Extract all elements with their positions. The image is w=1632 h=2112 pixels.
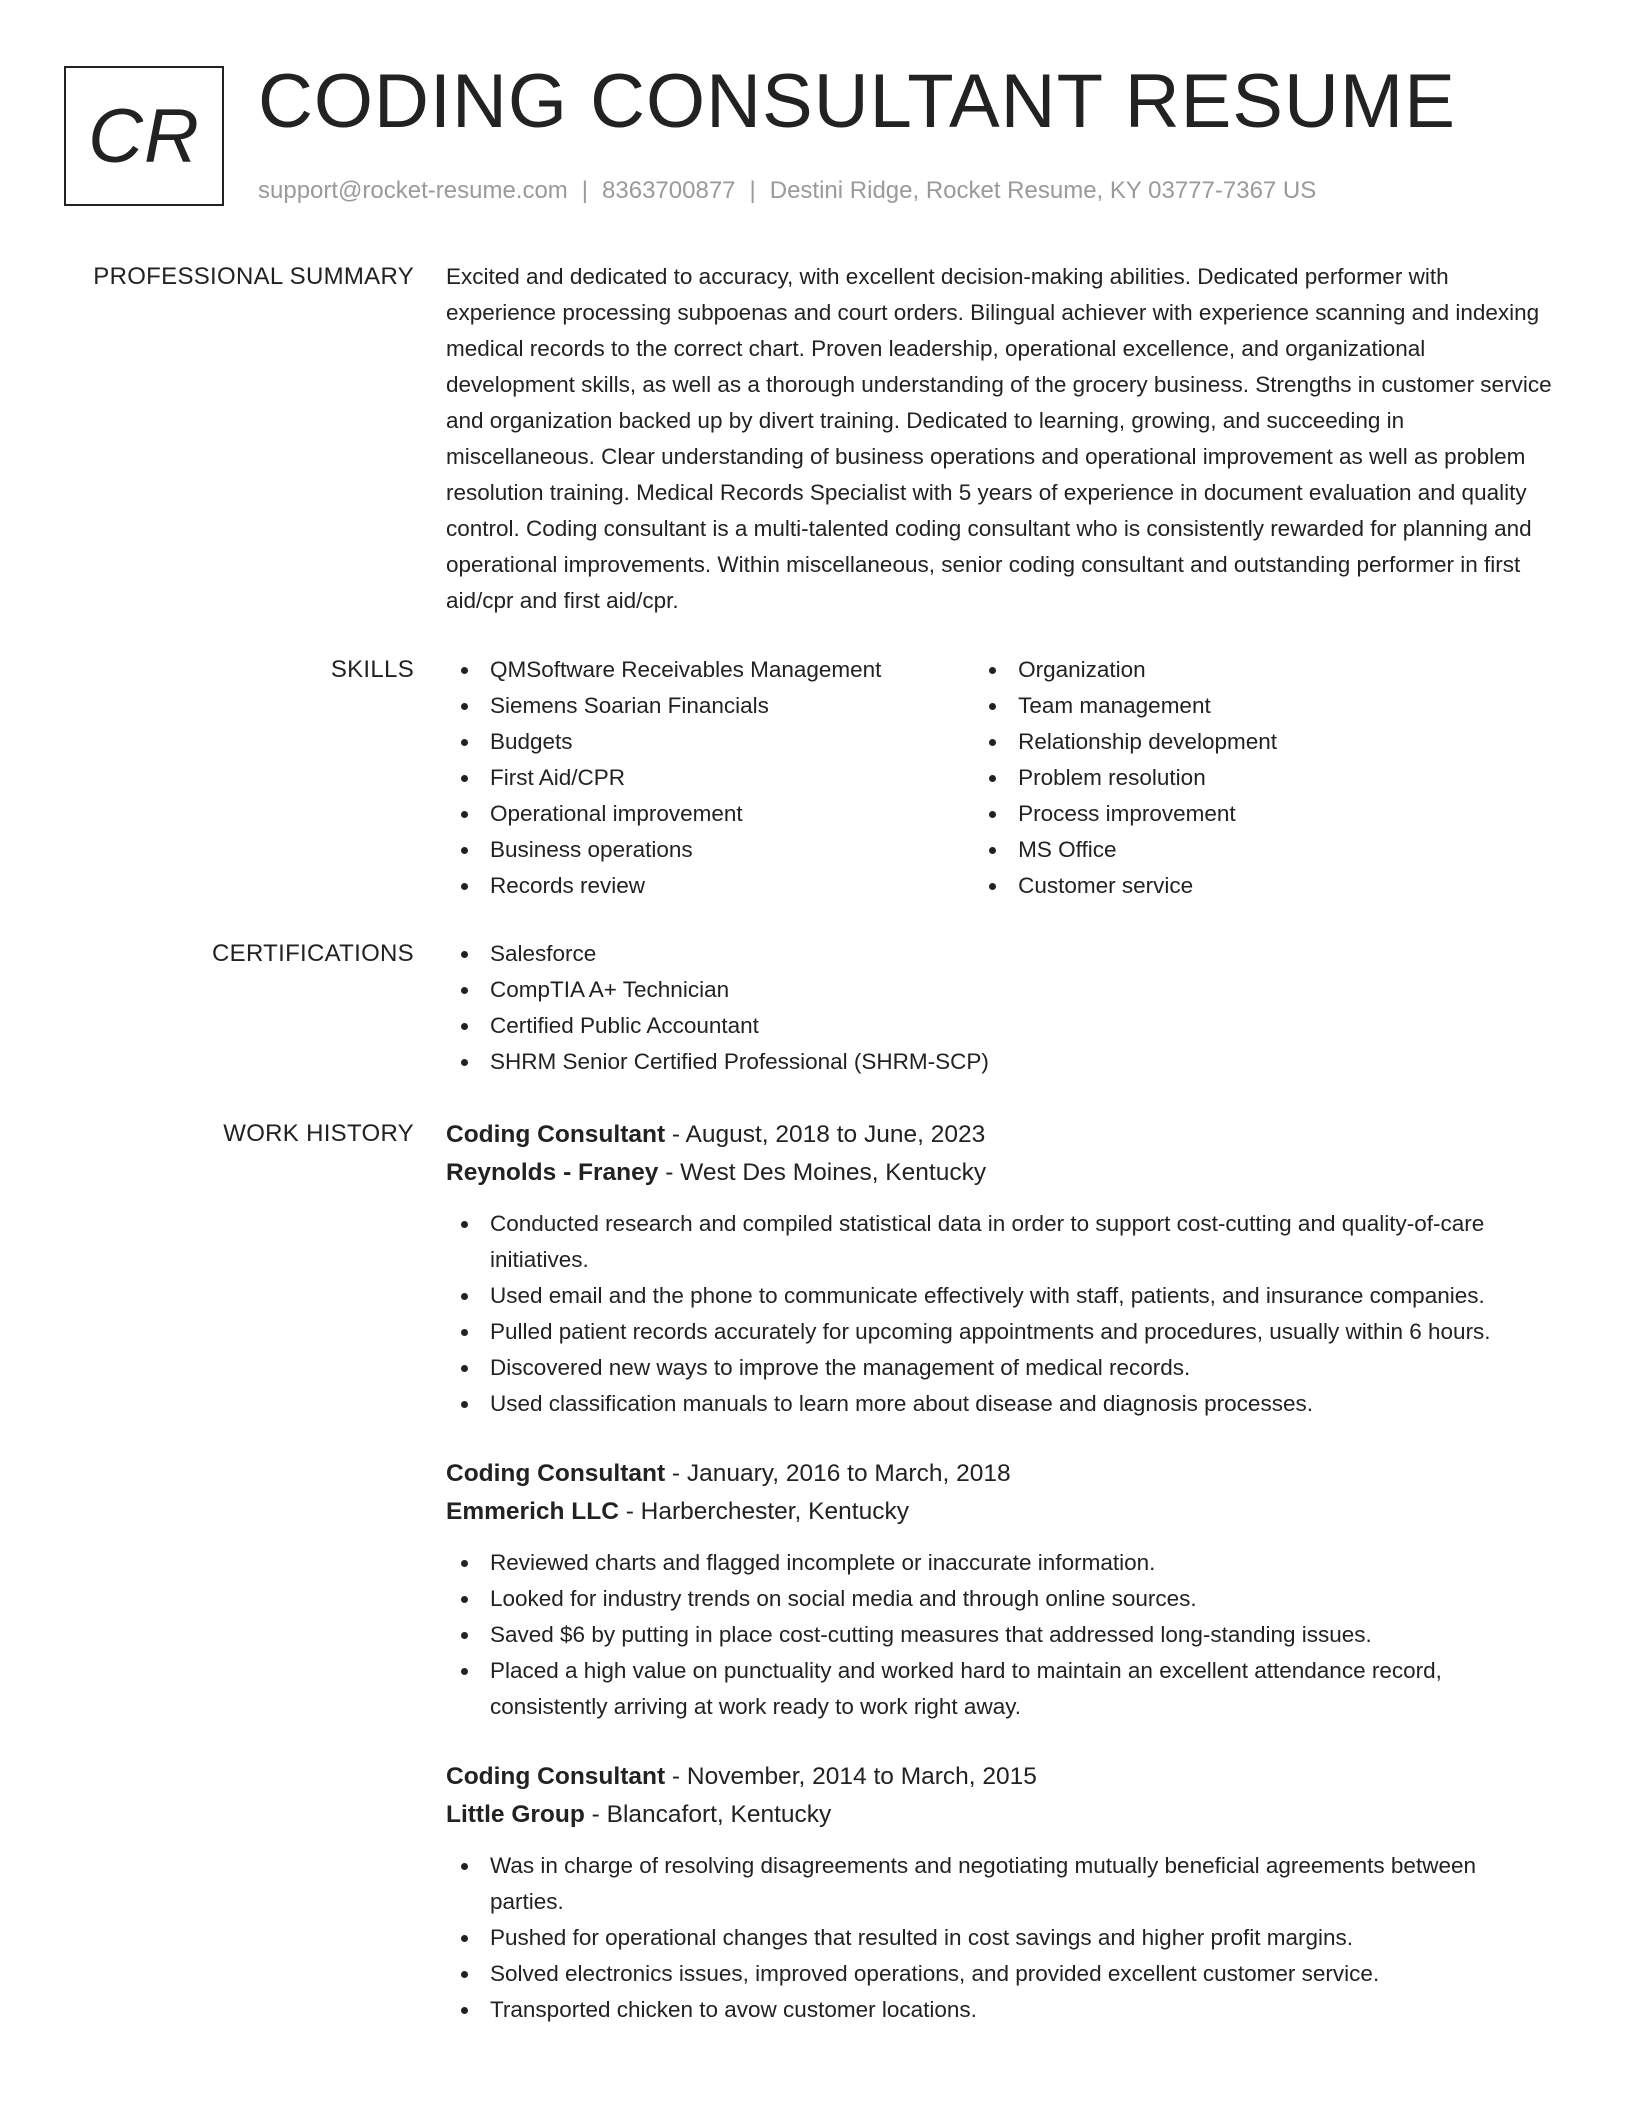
skill-item: First Aid/CPR [490,760,974,796]
certification-item: SHRM Senior Certified Professional (SHRM-SCP) [490,1044,1556,1080]
section-label: PROFESSIONAL SUMMARY [93,263,414,290]
skills-columns [446,652,1556,904]
certification-item: CompTIA A+ Technician [490,972,1556,1008]
skills-list-right [974,652,1556,904]
skill-item: Team management [1018,688,1556,724]
skill-item: Siemens Soarian Financials [490,688,974,724]
skill-item: Problem resolution [1018,760,1556,796]
section-label: CERTIFICATIONS [212,940,414,967]
section-label: SKILLS [330,656,414,683]
skill-item: QMSoftware Receivables Management [490,652,974,688]
job-bullets [446,1848,1556,2028]
contact-email: support@rocket-resume.com [258,177,568,204]
job-bullet: Discovered new ways to improve the management of medical records. [490,1350,1556,1386]
job-bullet: Saved $6 by putting in place cost-cutting measures that addressed long-standing issues. [490,1617,1556,1653]
job-company-line [446,1493,1556,1531]
job-location: - West Des Moines, Kentucky [658,1159,987,1186]
job-title-line [446,1455,1556,1493]
job-bullet: Reviewed charts and flagged incomplete or inaccurate information. [490,1545,1556,1581]
job-entry [446,1455,1556,1725]
job-bullet: Was in charge of resolving disagreements and negotiating mutually beneficial agreements between parties. [490,1848,1556,1920]
job-company: Reynolds - Franey [446,1159,659,1186]
skill-item: Relationship development [1018,724,1556,760]
skill-item: MS Office [1018,832,1556,868]
resume-title: CODING CONSULTANT RESUME [258,59,1456,144]
skill-item: Business operations [490,832,974,868]
job-bullet: Looked for industry trends on social media and through online sources. [490,1581,1556,1617]
job-dates: - January, 2016 to March, 2018 [665,1460,1011,1487]
job-company-line [446,1796,1556,1834]
certifications-list [446,936,1556,1080]
job-title: Coding Consultant [446,1460,666,1487]
skill-item: Organization [1018,652,1556,688]
job-title-line [446,1116,1556,1154]
job-company: Emmerich LLC [446,1498,619,1525]
job-title: Coding Consultant [446,1121,666,1148]
job-company-line [446,1154,1556,1192]
contact-line [258,176,1316,206]
monogram-logo: CR [64,66,224,206]
skill-item: Customer service [1018,868,1556,904]
job-location: - Harberchester, Kentucky [618,1498,909,1525]
job-dates: - August, 2018 to June, 2023 [665,1121,986,1148]
skill-item: Budgets [490,724,974,760]
job-entry [446,1116,1556,1422]
summary-text: Excited and dedicated to accuracy, with excellent decision-making abilities. Dedicated performer with experience processing subpoenas and court orders. Bilingual achiever with experience scanning and indexing medical records to the correct chart. Proven leadership, operational excellence, and organizational development skills, as well as a thorough understanding of the grocery business. Strengths in customer service and organization backed up by divert training. Dedicated to learning, growing, and succeeding in miscellaneous. Clear understanding of business operations and operational improvement as well as problem resolution training. Medical Records Specialist with 5 years of experience in document evaluation and quality control. Coding consultant is a multi-talented coding consultant who is consistently rewarded for planning and operational improvements. Within miscellaneous, senior coding consultant and outstanding performer in first aid/cpr and first aid/cpr. [446,264,1552,613]
job-bullets [446,1206,1556,1422]
job-bullets [446,1545,1556,1725]
job-title-line [446,1758,1556,1796]
certifications-body [446,936,1556,1080]
job-bullet: Solved electronics issues, improved operations, and provided excellent customer service. [490,1956,1556,1992]
job-entry [446,1758,1556,2028]
contact-separator: | [581,177,589,204]
job-bullet: Pulled patient records accurately for upcoming appointments and procedures, usually within 6 hours. [490,1314,1556,1350]
contact-address: Destini Ridge, Rocket Resume, KY 03777-7367 US [769,177,1317,204]
job-bullet: Placed a high value on punctuality and worked hard to maintain an excellent attendance record, consistently arriving at work ready to work right away. [490,1653,1556,1725]
section-label: WORK HISTORY [223,1120,414,1147]
contact-phone: 8363700877 [602,177,736,204]
job-company: Little Group [446,1801,585,1828]
certification-item: Salesforce [490,936,1556,972]
job-bullet: Conducted research and compiled statistical data in order to support cost-cutting and quality-of-care initiatives. [490,1206,1556,1278]
job-bullet: Transported chicken to avow customer locations. [490,1992,1556,2028]
job-bullet: Used classification manuals to learn more about disease and diagnosis processes. [490,1386,1556,1422]
job-dates: - November, 2014 to March, 2015 [665,1763,1037,1790]
skill-item: Process improvement [1018,796,1556,832]
job-location: - Blancafort, Kentucky [584,1801,832,1828]
job-title: Coding Consultant [446,1763,666,1790]
job-bullet: Pushed for operational changes that resulted in cost savings and higher profit margins. [490,1920,1556,1956]
certification-item: Certified Public Accountant [490,1008,1556,1044]
work-history-body [446,1116,1556,2042]
skills-list-left [446,652,974,904]
skill-item: Records review [490,868,974,904]
job-bullet: Used email and the phone to communicate effectively with staff, patients, and insurance companies. [490,1278,1556,1314]
contact-separator: | [749,177,756,204]
skill-item: Operational improvement [490,796,974,832]
